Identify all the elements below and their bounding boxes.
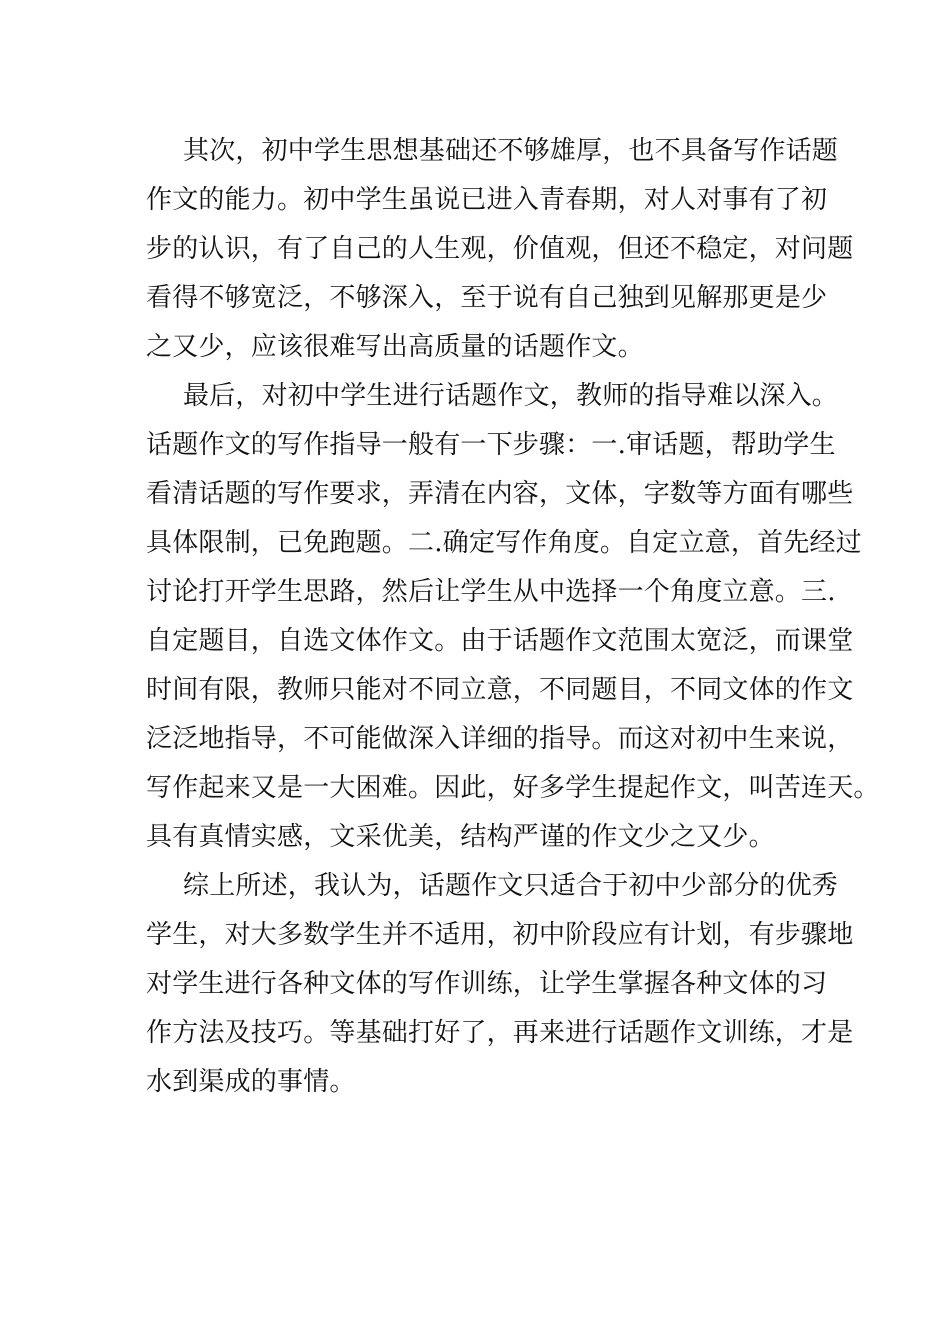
paragraph-line: 作方法及技巧。等基础打好了，再来进行话题作文训练，才是	[146, 1018, 854, 1048]
paragraph-line: 学生，对大多数学生并不适用，初中阶段应有计划，有步骤地	[146, 920, 854, 950]
paragraph-line: 看清话题的写作要求，弄清在内容，文体，字数等方面有哪些	[146, 479, 854, 509]
paragraph-line: 具体限制，已免跑题。二.确定写作角度。自定立意，首先经过	[146, 528, 862, 558]
paragraph-line: 综上所述，我认为，话题作文只适合于初中少部分的优秀	[183, 871, 839, 901]
paragraph-line: 作文的能力。初中学生虽说已进入青春期，对人对事有了初	[146, 185, 828, 215]
paragraph-line: 其次，初中学生思想基础还不够雄厚，也不具备写作话题	[183, 136, 839, 166]
paragraph-line: 时间有限，教师只能对不同立意，不同题目，不同文体的作文	[146, 675, 854, 705]
paragraph-line: 具有真情实感，文采优美，结构严谨的作文少之又少。	[146, 822, 775, 852]
paragraph-line: 泛泛地指导，不可能做深入详细的指导。而这对初中生来说，	[146, 724, 854, 754]
paragraph-line: 讨论打开学生思路，然后让学生从中选择一个角度立意。三.	[146, 577, 836, 607]
paragraph-1	[146, 127, 854, 372]
paragraph-line: 话题作文的写作指导一般有一下步骤：一.审话题，帮助学生	[146, 430, 836, 460]
paragraph-line: 写作起来又是一大困难。因此，好多学生提起作文，叫苦连天。	[146, 773, 880, 803]
paragraph-line: 对学生进行各种文体的写作训练，让学生掌握各种文体的习	[146, 969, 828, 999]
paragraph-line: 步的认识，有了自己的人生观，价值观，但还不稳定，对问题	[146, 234, 854, 264]
document-body	[146, 127, 880, 1107]
paragraph-line: 水到渠成的事情。	[146, 1067, 356, 1097]
paragraph-line: 看得不够宽泛，不够深入，至于说有自己独到见解那更是少	[146, 283, 828, 313]
paragraph-2	[146, 372, 880, 862]
paragraph-line: 自定题目，自选文体作文。由于话题作文范围太宽泛，而课堂	[146, 626, 854, 656]
paragraph-line: 最后，对初中学生进行话题作文，教师的指导难以深入。	[183, 381, 839, 411]
paragraph-3	[146, 862, 854, 1107]
paragraph-line: 之又少，应该很难写出高质量的话题作文。	[146, 332, 644, 362]
